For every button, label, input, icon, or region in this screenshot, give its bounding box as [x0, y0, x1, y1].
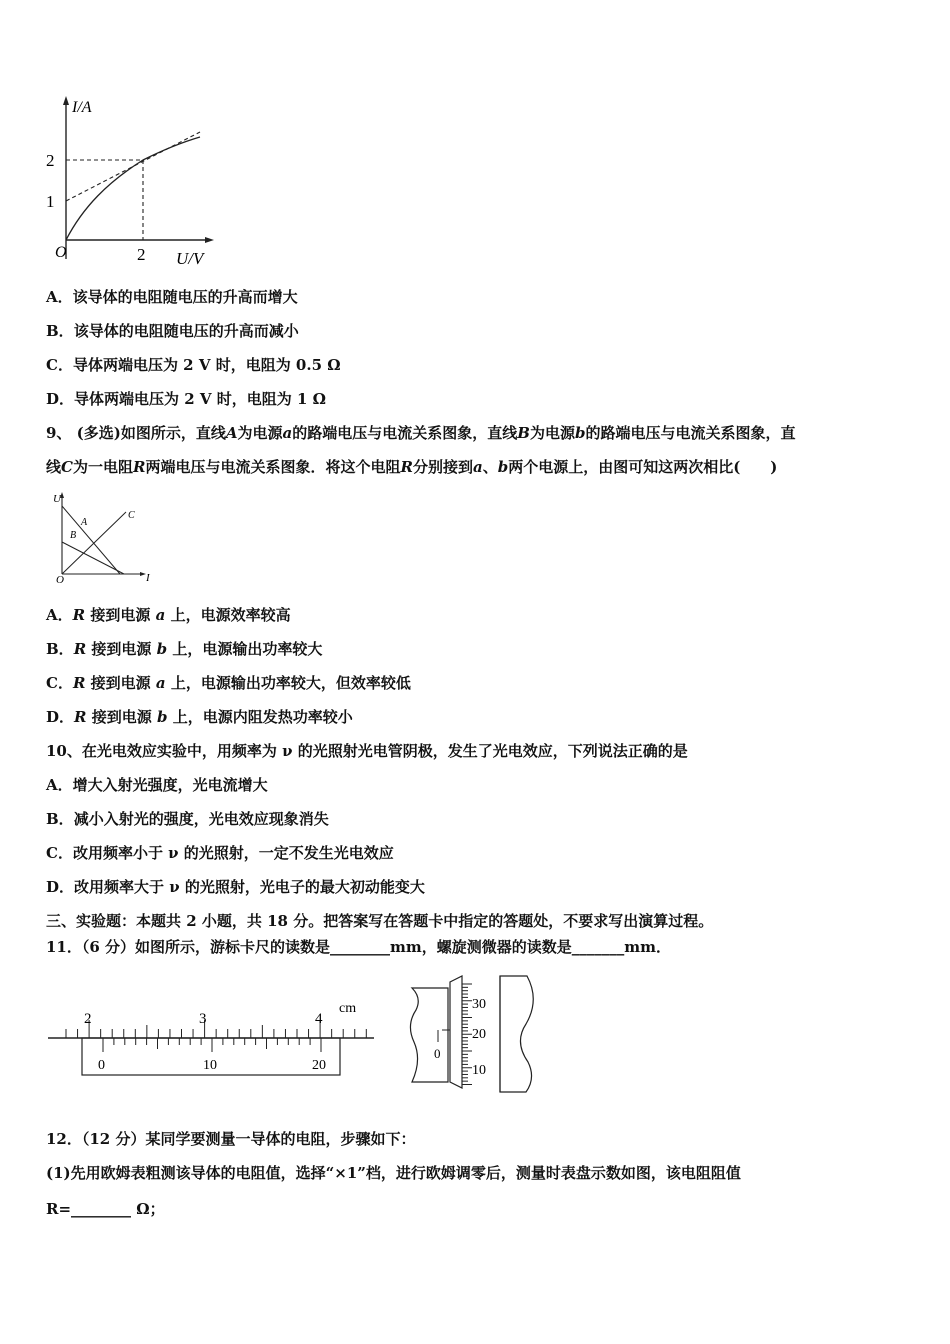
y-tick-2: 2: [46, 151, 55, 170]
main-label-2: 2: [84, 1011, 92, 1027]
thimble-label-10: 10: [472, 1063, 486, 1078]
thimble-label-20: 20: [472, 1027, 486, 1042]
section-3-heading: 三、实验题：本题共 2 小题，共 18 分。把答案写在答题卡中指定的答题处，不要求写出演算过程。: [46, 912, 714, 930]
main-label-4: 4: [315, 1011, 323, 1027]
q10-option-a: A．增大入射光强度，光电流增大: [46, 776, 268, 794]
sleeve-zero-label: 0: [434, 1046, 441, 1061]
q8-option-d: D．导体两端电压为 2 V 时，电阻为 1 Ω: [46, 390, 326, 408]
origin-label: O: [55, 244, 67, 261]
q8-option-c: C．导体两端电压为 2 V 时，电阻为 0.5 Ω: [46, 356, 341, 374]
i-label: I: [146, 572, 150, 584]
q12-step1: (1)先用欧姆表粗测该导体的电阻值，选择“×1”档，进行欧姆调零后，测量时表盘示数如图，该电阻阻值: [46, 1164, 741, 1182]
q10-stem: 10、在光电效应实验中，用频率为 ν 的光照射光电管阴极，发生了光电效应，下列说法正确的是: [46, 742, 688, 760]
q10-option-c: C．改用频率小于 ν 的光照射，一定不发生光电效应: [46, 844, 394, 862]
iu-graph-figure: [38, 92, 218, 272]
y-tick-1: 1: [46, 192, 55, 211]
q12-answer: R=________ Ω；: [46, 1200, 165, 1218]
micrometer-frame-right: [500, 976, 533, 1092]
vernier-label-10: 10: [203, 1058, 217, 1073]
ui-lines-figure: [50, 490, 160, 585]
thimble-ticks: [462, 984, 472, 1085]
vernier-caliper-figure: [46, 998, 376, 1080]
q9-stem: 9、 (多选)如图所示，直线A为电源a的路端电压与电流关系图象，直线B为电源b的路端电压与电流关系图象，直 线C为一电阻R两端电压与电流关系图象．将这个电阻R分别接到a、b两个电源上，由图可知这两次相比( ): [46, 424, 796, 476]
x-axis-label: U/V: [176, 249, 204, 268]
u-label: U: [53, 493, 61, 505]
a-label: A: [81, 517, 88, 528]
o-label: O: [56, 574, 64, 585]
main-scale-ticks: [66, 1020, 376, 1038]
c-label: C: [128, 510, 135, 521]
b-label: B: [70, 530, 77, 541]
thimble: [450, 976, 462, 1088]
x-tick-2: 2: [137, 245, 146, 264]
q9-option-c: C．R 接到电源 a 上，电源输出功率较大，但效率较低: [46, 674, 411, 692]
micrometer-figure: [402, 970, 542, 1098]
line-b: [62, 542, 124, 574]
y-axis-label: I/A: [72, 99, 92, 116]
q12-stem: 12．（12 分）某同学要测量一导体的电阻，步骤如下：: [46, 1130, 416, 1148]
thimble-label-30: 30: [472, 997, 486, 1012]
q11-stem: 11．（6 分）如图所示，游标卡尺的读数是________mm，螺旋测微器的读数是_______mm．: [46, 938, 672, 956]
q9-option-b: B．R 接到电源 b 上，电源输出功率较大: [46, 640, 323, 658]
y-axis-arrow: [63, 96, 69, 105]
q8-option-a: A．该导体的电阻随电压的升高而增大: [46, 288, 298, 306]
vernier-label-20: 20: [312, 1058, 326, 1073]
q9-option-d: D．R 接到电源 b 上，电源内阻发热功率较小: [46, 708, 353, 726]
main-label-3: 3: [199, 1011, 207, 1027]
q10-option-d: D．改用频率大于 ν 的光照射，光电子的最大初动能变大: [46, 878, 425, 896]
q9-option-a: A．R 接到电源 a 上，电源效率较高: [46, 606, 291, 624]
q8-option-b: B．该导体的电阻随电压的升高而减小: [46, 322, 299, 340]
x-axis-arrow: [205, 237, 214, 243]
micrometer-frame-left: [410, 988, 448, 1082]
q10-option-b: B．减小入射光的强度，光电效应现象消失: [46, 810, 329, 828]
line-c: [62, 512, 126, 574]
vernier-ticks: [103, 1038, 321, 1052]
iu-curve: [66, 137, 200, 240]
unit-label: cm: [339, 1001, 357, 1016]
vernier-label-0: 0: [98, 1058, 105, 1073]
